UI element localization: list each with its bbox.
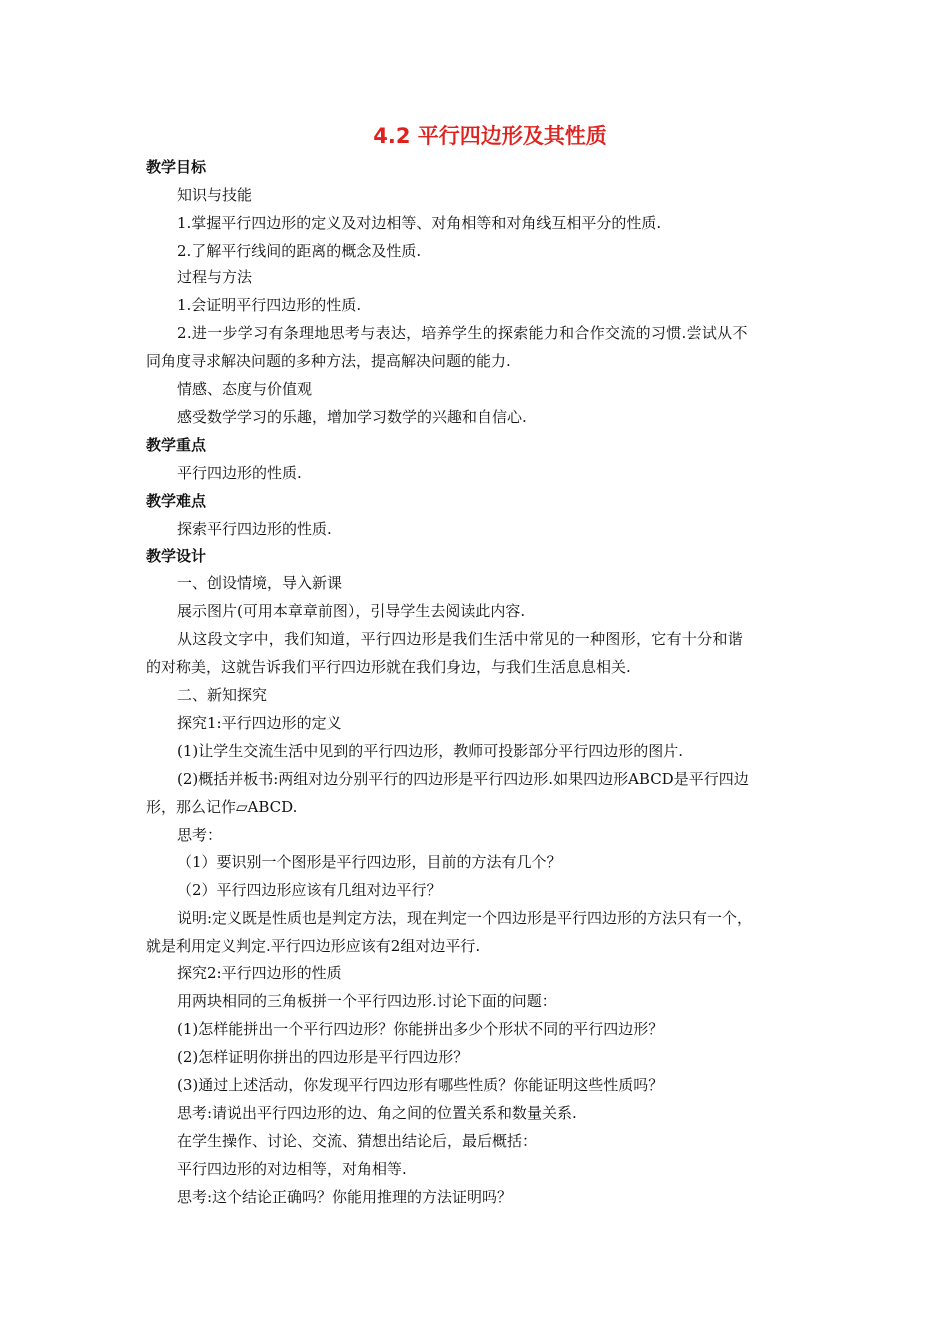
paragraph-line: 就是利用定义判定.平行四边形应该有2组对边平行. [146, 937, 481, 955]
subheading-process-methods: 过程与方法 [177, 268, 253, 286]
paragraph-line: 1.会证明平行四边形的性质. [177, 296, 362, 314]
section-heading-difficulties: 教学难点 [146, 492, 207, 510]
paragraph-line: 的对称美，这就告诉我们平行四边形就在我们身边，与我们生活息息相关. [146, 658, 631, 676]
paragraph-line: (3)通过上述活动，你发现平行四边形有哪些性质？你能证明这些性质吗？ [177, 1076, 664, 1094]
paragraph-line: 在学生操作、讨论、交流、猜想出结论后，最后概括： [177, 1132, 538, 1150]
paragraph-line: （1）要识别一个图形是平行四边形，目前的方法有几个？ [177, 853, 562, 871]
paragraph-line: (2)怎样证明你拼出的四边形是平行四边形？ [177, 1048, 469, 1066]
paragraph-line: 2.进一步学习有条理地思考与表达，培养学生的探索能力和合作交流的习惯.尝试从不 [177, 324, 748, 342]
section-heading-key-points: 教学重点 [146, 436, 207, 454]
paragraph-line: 同角度寻求解决问题的多种方法，提高解决问题的能力. [146, 352, 511, 370]
paragraph-line: (1)让学生交流生活中见到的平行四边形，教师可投影部分平行四边形的图片. [177, 742, 684, 760]
paragraph-line: 形，那么记作▱ABCD. [146, 798, 298, 816]
paragraph-line: 2.了解平行线间的距离的概念及性质. [177, 242, 422, 260]
section-heading-design: 教学设计 [146, 547, 207, 565]
document-title: 4.2 平行四边形及其性质 [373, 124, 607, 148]
paragraph-line: 从这段文字中，我们知道，平行四边形是我们生活中常见的一种图形，它有十分和谐 [177, 630, 744, 648]
paragraph-line: 说明:定义既是性质也是判定方法，现在判定一个四边形是平行四边形的方法只有一个， [177, 909, 753, 927]
paragraph-line: 探究1:平行四边形的定义 [177, 714, 342, 732]
subheading-part-one: 一、创设情境，导入新课 [177, 574, 343, 592]
paragraph-line: 平行四边形的对边相等，对角相等. [177, 1160, 407, 1178]
paragraph-line: 思考:请说出平行四边形的边、角之间的位置关系和数量关系. [177, 1104, 577, 1122]
paragraph-line: （2）平行四边形应该有几组对边平行？ [177, 881, 442, 899]
paragraph-line: 探究2:平行四边形的性质 [177, 964, 342, 982]
paragraph-line: 探索平行四边形的性质. [177, 520, 332, 538]
paragraph-line: 平行四边形的性质. [177, 464, 302, 482]
paragraph-line: (1)怎样能拼出一个平行四边形？你能拼出多少个形状不同的平行四边形？ [177, 1020, 664, 1038]
paragraph-line: 思考： [177, 826, 223, 844]
paragraph-line: 思考:这个结论正确吗？你能用推理的方法证明吗？ [177, 1188, 513, 1206]
subheading-knowledge-skills: 知识与技能 [177, 186, 253, 204]
subheading-attitudes-values: 情感、态度与价值观 [177, 380, 313, 398]
paragraph-line: (2)概括并板书:两组对边分别平行的四边形是平行四边形.如果四边形ABCD是平行四边 [177, 770, 749, 788]
paragraph-line: 感受数学学习的乐趣，增加学习数学的兴趣和自信心. [177, 408, 527, 426]
paragraph-line: 用两块相同的三角板拼一个平行四边形.讨论下面的问题： [177, 992, 557, 1010]
paragraph-line: 1.掌握平行四边形的定义及对边相等、对角相等和对角线互相平分的性质. [177, 214, 662, 232]
paragraph-line: 展示图片(可用本章章前图），引导学生去阅读此内容. [177, 602, 526, 620]
section-heading-objectives: 教学目标 [146, 158, 207, 176]
subheading-part-two: 二、新知探究 [177, 686, 268, 704]
